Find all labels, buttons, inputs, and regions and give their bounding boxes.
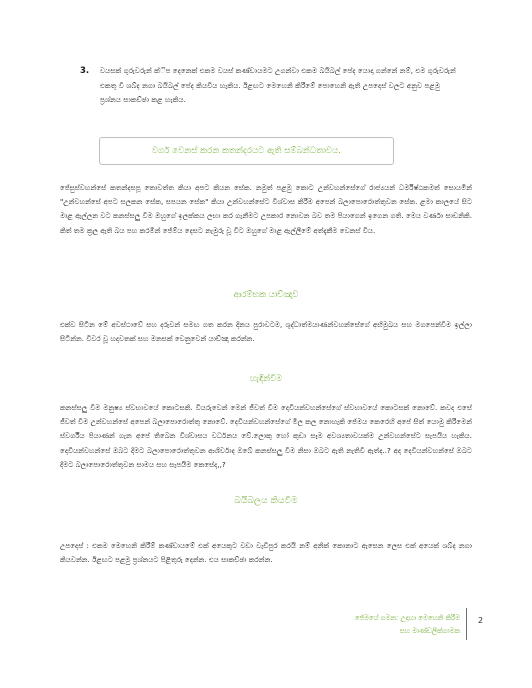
item-text: වයසක් ගුරුවරුන් ක්ිප දෙනෙක් එකම වයස් කණ්ඩායමට උගන්වා එකම බයිබල් පේද යොදා ගන්නේ නම්, එම ගුරුවරුන් එකතු වී ශබ්ද නගා බයිබල් පේද කියවිය හැකිය. ඊළඟට මෙහෙනි කිරීමේ පොහෙනි ඇති උපදෙස් වලට අනුව පළමු ප්‍රශ්නය සාකච්ඡා කළ හැකිය. [100, 66, 456, 104]
introduction-heading: හැඳින්වීම [249, 373, 283, 383]
footer-title: ජේමයේ ගමන: උදාහා මෙහෙනි කිරීම [354, 614, 460, 622]
page-number: 2 [478, 616, 484, 625]
opening-prayer-paragraph: එක්ව සිටින මේ අවස්ථාවේ සහ දරුවන් සමඟ ගත කරන දිනය පුරාවටම, ශුද්ධාත්මයාණන්වහන්සේගේ අභිමුඛය සහ මගපෙන්වීම ඉල්ලා සිටින්න. විවර වූ හදවතක් සහ මනසක් වෙනුවෙන් යාච්ඤා කරන්න. [60, 320, 472, 344]
intro-paragraph: ජේසුස්වහන්සේ කතන්දසපූ තොවත්ත කියා අපට කියන සේක. නමුත් පළමු කොට උන්වහන්සේගේ රාජ්‍යයන් ධර්මිෂ්ඨකමත් සොයමින් "උන්වහන්සේ අපට සලකන සේක, සපයන සේක" කියා උන්වහන්සේට විශ්වාස කිරීම අපෙන් බලාපොරොත්තුවන සේක. ළමා කාලයේ සිට මාළ ඇල්ලන වට කනස්සලු වීම ඔහුගේ ඉලක්කය ලභා කර ගැනීමට උපකාර නොවන බව තම පියාගෙන් ඉගෙන ගති. මෙය වර්ණා සාඩනිකි. කිත් තම ක්‍රල ඇති බය පහ කරමින් ජේම්ය දෙසට නැමුරු වූ විට ඔහුගේ මාළ ඇල්ලීමේ අත්දැකීම වෙනස් විය. [60, 183, 472, 235]
bible-reading-heading: බයිබලය කියවීම [234, 495, 298, 506]
footer-divider [466, 608, 467, 640]
numbered-item-3 [80, 64, 460, 108]
footer-subtitle: සහ මාණ්ඩලික්ගාමක [399, 627, 460, 635]
item-number: 3. [80, 66, 90, 76]
page-footer [300, 612, 460, 638]
introduction-paragraph: කනස්සලු වීම මනුෂ්‍ය ස්වභාවයේ කොටසකි. වියරුවෙන් මෙන් ජීවත් වීම දෙවියන්වහන්සේගේ ස්වභාවයේ කොටසක් නොවේ. කවද එසේ ජීවත් වීම උන්වහන්සේ අපෙන් බලාපොරොත්තු නොවේ. දෙවියන්වහන්සේගේ මිල කල නොහැකි ජේමය කෙරෙහි අපේ සිත් යොමු කිරීමෙන් ස්වර්ගීය පියාණන් ගැන අපේ තිබෙන විශ්වාසය වර්ධනය වේ.ලොකු හෝ කුඩා සෑම අවශ්‍යතාවයක්ම උන්වහන්සේට සැපයිය හැකිය. දෙවියන්වහන්සේ ඔබට දීමට බලාපොරොත්තුවන ආශිර්වාද ඔබේ කනස්සලු වීම නිසා ඔබට ඇති නැතිවී ඇත්ද..? අද දෙවියන්වහන්සේ ඔබට දීමට බලාපොරොත්තුවන සාමය සහ සැපයීම කෙසේද,,? [60, 403, 472, 469]
boxed-section-heading: වර්ග වෙනස් කරන කතන්දරයට ඇති සම්බන්ධතාවය. [99, 137, 394, 165]
bible-reading-paragraph: උපදෙස් : එකම මෙහෙනි කිරීම් කණ්ඩායමේ එක් අයෙකුට වඩා වැඩිපුර කරයි නම් අනික් කොනාට ඇසෙන ලෙස එක් අයෙක් ශබ්ද නගා කියවන්න. ඊළඟට පළමු ප්‍රශ්නයට පිළිතුරු දෙන්න. එය සාකච්ඡා කරන්න. [60, 541, 472, 565]
opening-prayer-heading: ආරම්භක යාච්ඤාව [233, 289, 299, 299]
